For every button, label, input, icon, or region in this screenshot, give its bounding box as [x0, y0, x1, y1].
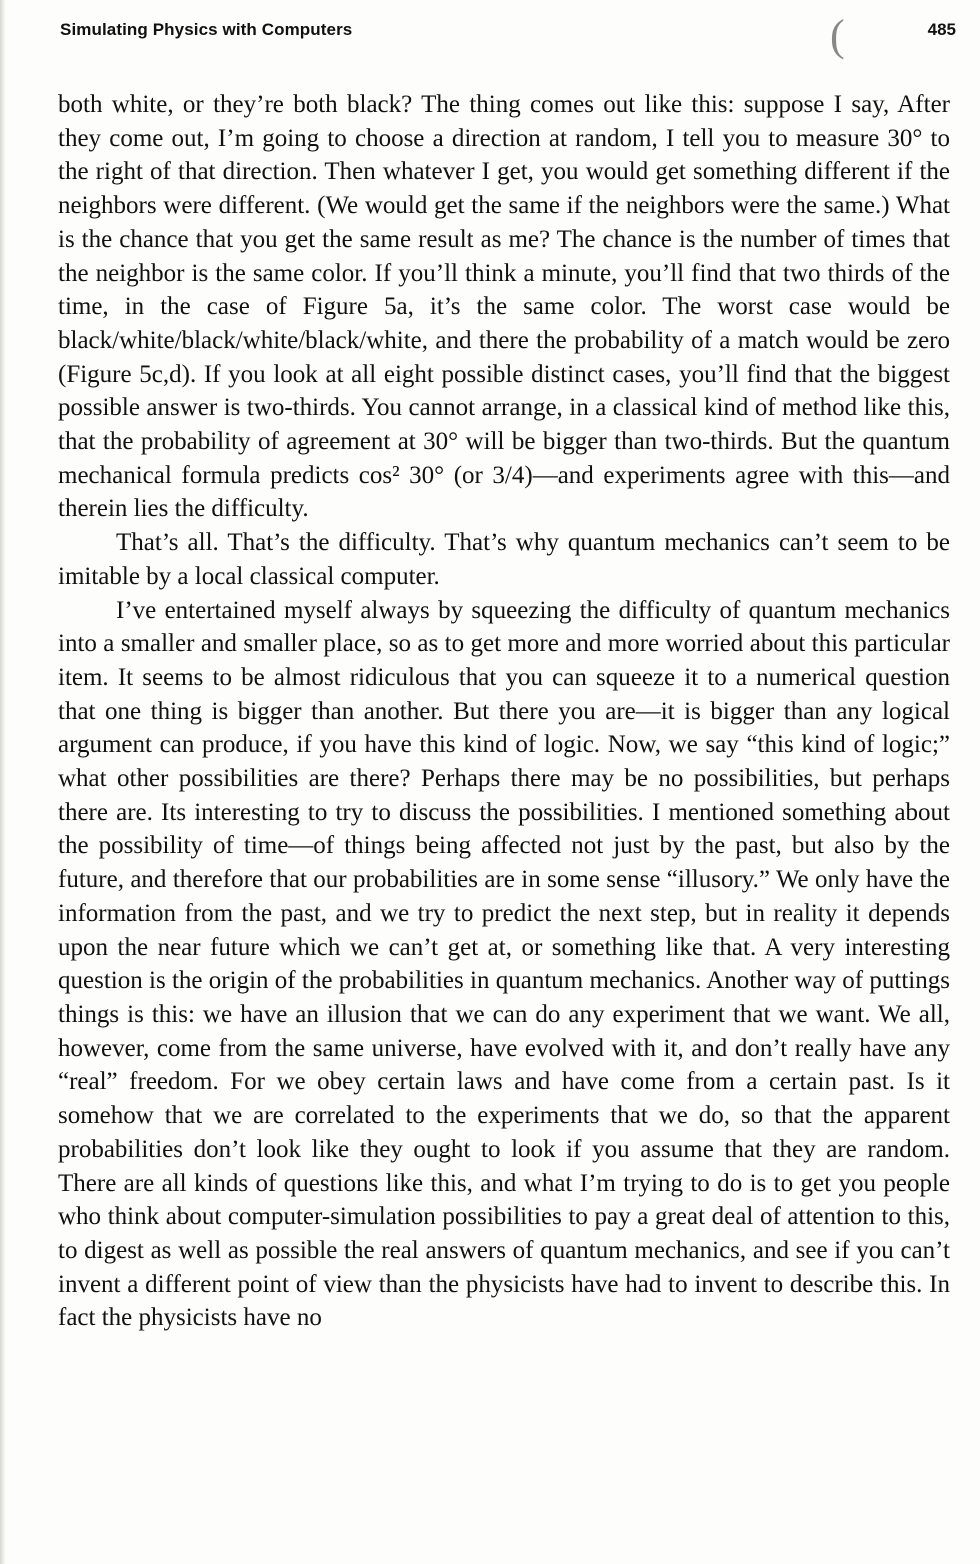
binding-shadow: [0, 0, 6, 1564]
running-head: Simulating Physics with Computers: [60, 20, 353, 39]
margin-mark: (: [830, 11, 845, 60]
paragraph-2: That’s all. That’s the difficulty. That’s why quantum mechanics can’t seem to be imitable by a local classical computer.: [58, 529, 950, 590]
page-header: [60, 11, 956, 60]
paragraph-3: I’ve entertained myself always by squeezing the difficulty of quantum mechanics into a smaller and smaller place, so as to get more and more worried about this particular item. It seems to be almost ridiculous that you can squeeze it to a numerical question that one thing is bigger than another. But there you are—it is bigger than any logical argument can produce, if you have this kind of logic. Now, we say “this kind of logic;” what other possibilities are there? Perhaps there may be no possibilities, but perhaps there are. Its interesting to try to discuss the possibilities. I mentioned something about the possibility of time—of things being affected not just by the past, but also by the future, and therefore that our probabilities are in some sense “illusory.” We only have the information from the past, and we try to predict the next step, but in reality it depends upon the near future which we can’t get at, or something like that. A very interesting question is the origin of the probabilities in quantum mechanics. Another way of puttings things is this: we have an illusion that we can do any experiment that we want. We all, however, come from the same universe, have evolved with it, and don’t really have any “real” freedom. For we obey certain laws and have come from a certain past. Is it somehow that we are correlated to the experiments that we do, so that the apparent probabilities don’t look like they ought to look if you assume that they are random. There are all kinds of questions like this, and what I’m trying to do is to get you people who think about computer-simulation possibilities to pay a great deal of attention to this, to digest as well as possible the real answers of quantum mechanics, and see if you can’t invent a different point of view than the physicists have had to invent to describe this. In fact the physicists have no: [58, 596, 950, 1332]
paragraph-1: both white, or they’re both black? The thing comes out like this: suppose I say, After they come out, I’m going to choose a direction at random, I tell you to measure 30° to the right of that direction. Then whatever I get, you would get something different if the neighbors were different. (We would get the same if the neighbors were the same.) What is the chance that you get the same result as me? The chance is the number of times that the neighbor is the same color. If you’ll think a minute, you’ll find that two thirds of the time, in the case of Figure 5a, it’s the same color. The worst case would be black/white/black/white/black/white, and there the probability of a match would be zero (Figure 5c,d). If you look at all eight possible distinct cases, you’ll find that the biggest possible answer is two-thirds. You cannot arrange, in a classical kind of method like this, that the probability of agreement at 30° will be bigger than two-thirds. But the quantum mechanical formula predicts cos² 30° (or 3/4)—and experiments agree with this—and therein lies the difficulty.: [58, 91, 950, 523]
body-text: [58, 88, 950, 1335]
page-number: 485: [927, 20, 956, 39]
